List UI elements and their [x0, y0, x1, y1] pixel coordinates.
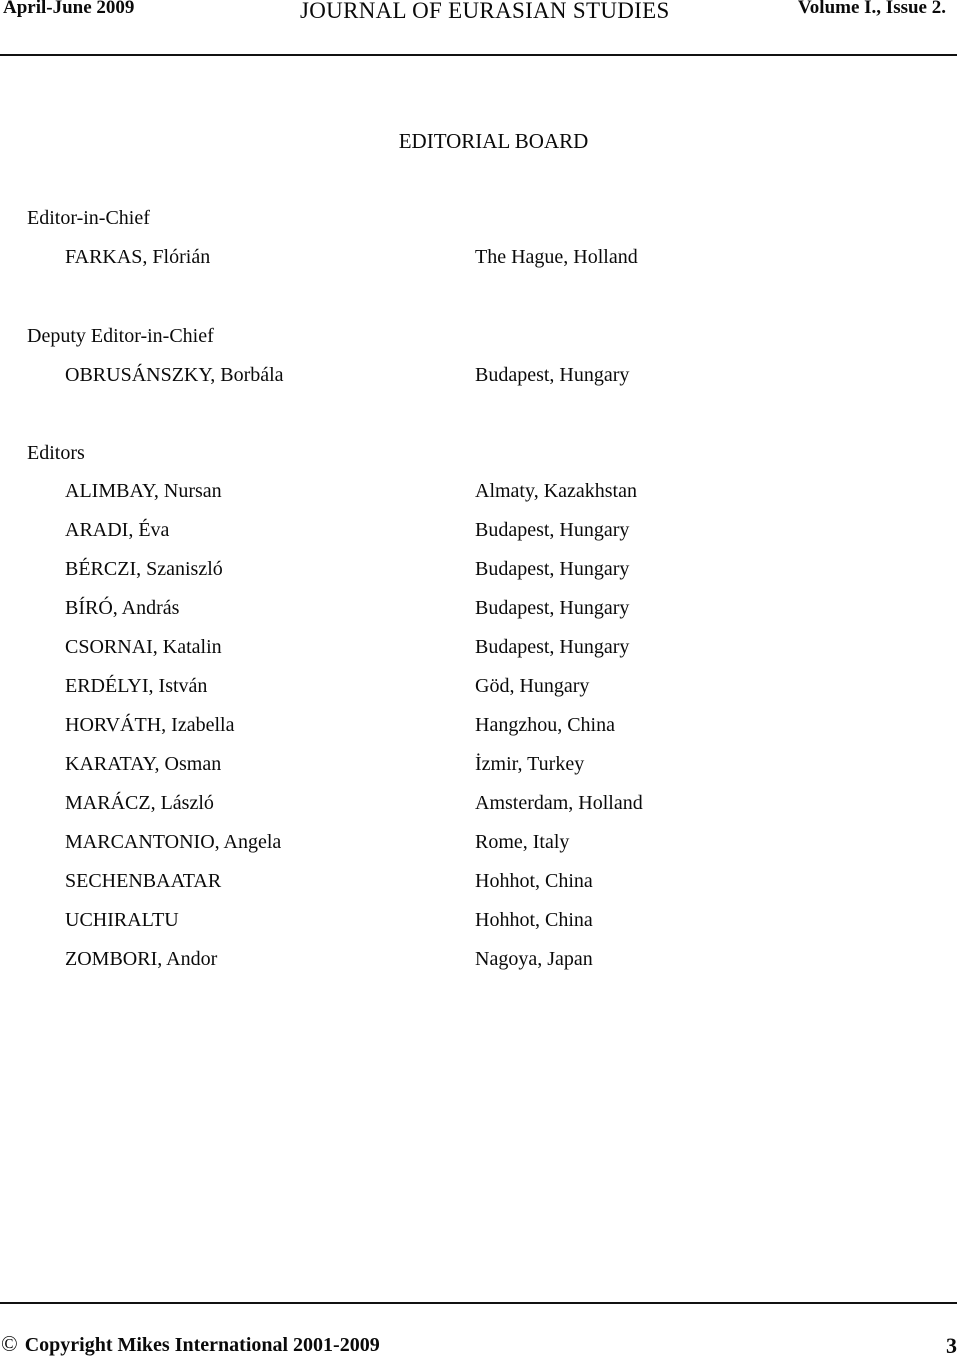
- journal-title-urasian: URASIAN: [462, 0, 573, 23]
- editor-name: MARÁCZ, László: [65, 792, 214, 814]
- editor-name: ERDÉLYI, István: [65, 675, 208, 697]
- deputy-row: [65, 364, 925, 403]
- editor-name: BÍRÓ, András: [65, 597, 180, 619]
- journal-title-tudies: TUDIES: [586, 0, 670, 23]
- editor-place: Budapest, Hungary: [475, 364, 630, 386]
- editor-row: [65, 714, 925, 753]
- editor-place: Hohhot, China: [475, 870, 593, 892]
- editor-row: [65, 753, 925, 792]
- page-title: EDITORIAL BOARD: [398, 129, 589, 153]
- editor-row: [65, 558, 925, 597]
- journal-title-s: S: [572, 0, 586, 23]
- editor-row: [65, 597, 925, 636]
- editor-row: [65, 831, 925, 870]
- deputy-heading: Deputy Editor-in-Chief: [27, 325, 214, 347]
- editor-name: ALIMBAY, Nursan: [65, 480, 222, 502]
- editor-place: Amsterdam, Holland: [475, 792, 643, 814]
- editor-row: [65, 792, 925, 831]
- editor-place: Rome, Italy: [475, 831, 570, 853]
- footer-rule: [0, 1302, 957, 1304]
- copyright-icon: ©: [1, 1331, 18, 1356]
- editor-place: Budapest, Hungary: [475, 597, 630, 619]
- journal-title-ournal: OURNAL OF: [309, 0, 449, 23]
- editor-in-chief-row: [65, 246, 925, 285]
- page-number: 3: [946, 1333, 957, 1358]
- editor-name: BÉRCZI, Szaniszló: [65, 558, 223, 580]
- editor-name: HORVÁTH, Izabella: [65, 714, 235, 736]
- editor-name: CSORNAI, Katalin: [65, 636, 222, 658]
- editor-name: UCHIRALTU: [65, 909, 179, 931]
- editor-place: Nagoya, Japan: [475, 948, 593, 970]
- editor-name: KARATAY, Osman: [65, 753, 222, 775]
- editor-name: MARCANTONIO, Angela: [65, 831, 282, 853]
- journal-title: [300, 0, 670, 24]
- editor-in-chief-heading: Editor-in-Chief: [27, 207, 150, 229]
- editor-place: The Hague, Holland: [475, 246, 638, 268]
- editor-name: OBRUSÁNSZKY, Borbála: [65, 364, 284, 386]
- editor-name: ZOMBORI, Andor: [65, 948, 218, 970]
- editor-name: SECHENBAATAR: [65, 870, 222, 892]
- editor-row: [65, 675, 925, 714]
- editor-place: Budapest, Hungary: [475, 519, 630, 541]
- editor-row: [65, 909, 925, 948]
- header-date: April-June 2009: [3, 0, 135, 18]
- editor-place: Budapest, Hungary: [475, 636, 630, 658]
- copyright-text: Copyright Mikes International 2001-2009: [24, 1334, 380, 1356]
- editor-place: İzmir, Turkey: [475, 753, 585, 775]
- editor-row: [65, 636, 925, 675]
- editor-row: [65, 948, 925, 987]
- editor-row: [65, 480, 925, 519]
- editor-place: Budapest, Hungary: [475, 558, 630, 580]
- journal-title-j: J: [300, 0, 310, 23]
- editor-place: Hangzhou, China: [475, 714, 615, 736]
- journal-title-e: E: [448, 0, 463, 23]
- header-rule: [0, 54, 957, 56]
- editor-row: [65, 870, 925, 909]
- editor-row: [65, 519, 925, 558]
- editors-heading: Editors: [27, 442, 85, 464]
- editor-place: Hohhot, China: [475, 909, 593, 931]
- editor-name: FARKAS, Flórián: [65, 246, 211, 268]
- header-volume: Volume I., Issue 2.: [797, 0, 946, 18]
- editor-place: Almaty, Kazakhstan: [475, 480, 637, 502]
- editor-name: ARADI, Éva: [65, 519, 170, 541]
- editor-place: Göd, Hungary: [475, 675, 590, 697]
- footer-copyright: [1, 1331, 380, 1357]
